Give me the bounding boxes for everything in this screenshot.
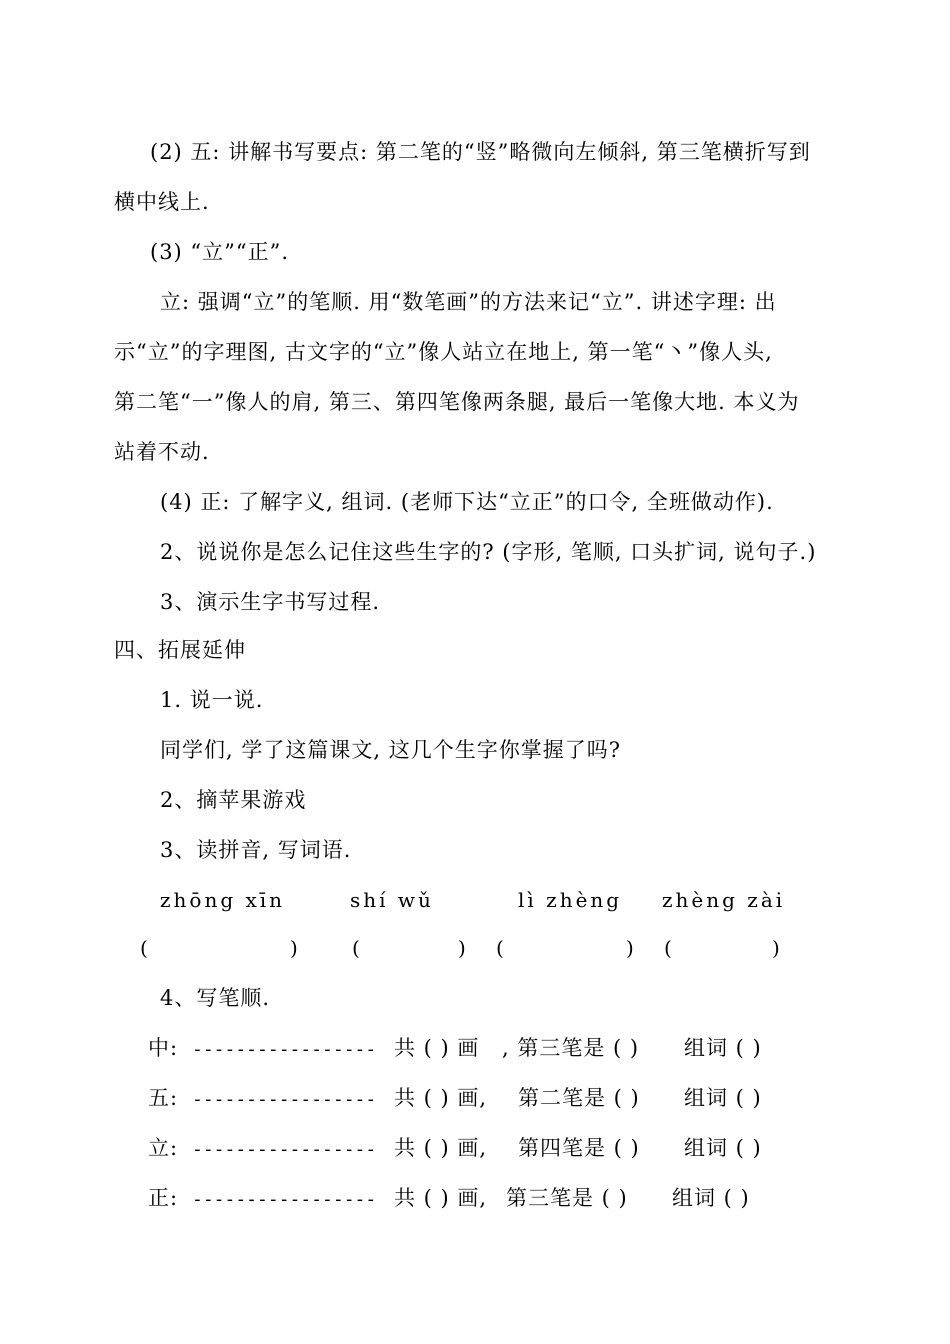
paragraph-read-pinyin: 3、读拼音, 写词语. (160, 838, 352, 862)
paren-open: ( (352, 936, 360, 960)
paragraph-zheng-explanation: (4) 正: 了解字义, 组词. (老师下达“立正”的口令, 全班做动作). (160, 490, 774, 514)
paren-close: ) (772, 936, 780, 960)
paragraph-wu-explanation-line2: 横中线上. (114, 190, 210, 214)
section-heading-extension: 四、拓展延伸 (114, 638, 246, 662)
paragraph-say-it: 1. 说一说. (160, 688, 264, 712)
paragraph-memory-question: 2、说说你是怎么记住这些生字的? (字形, 笔顺, 口头扩词, 说句子.) (160, 540, 817, 564)
stroke-row-char: 正: (148, 1186, 179, 1210)
paragraph-demo-writing: 3、演示生字书写过程. (160, 590, 381, 614)
paren-open: ( (496, 936, 504, 960)
stroke-row-dash-line[interactable]: ----------------- (192, 1139, 377, 1160)
paragraph-apple-game: 2、摘苹果游戏 (160, 788, 307, 812)
stroke-row-word: 组词 ( ) (684, 1136, 762, 1160)
stroke-row-dash-line[interactable]: ----------------- (192, 1189, 377, 1210)
stroke-row-word: 组词 ( ) (684, 1086, 762, 1110)
stroke-row-dash-line[interactable]: ----------------- (192, 1089, 377, 1110)
paragraph-li-explanation-line3: 第二笔“一”像人的肩, 第三、第四笔像两条腿, 最后一笔像大地. 本义为 (114, 390, 800, 414)
stroke-row-char: 立: (148, 1136, 179, 1160)
paragraph-write-stroke-order: 4、写笔顺. (160, 986, 271, 1010)
stroke-row-nth: 第三笔是 ( ) (506, 1186, 628, 1210)
paren-open: ( (140, 936, 148, 960)
paragraph-li-zheng-heading: (3) “立”“正”. (150, 240, 290, 264)
paren-close: ) (626, 936, 634, 960)
paragraph-wu-explanation-line1: (2) 五: 讲解书写要点: 第二笔的“竖”略微向左倾斜, 第三笔横折写到 (150, 140, 811, 164)
paragraph-mastery-question: 同学们, 学了这篇课文, 这几个生字你掌握了吗? (160, 738, 621, 762)
stroke-row-total: 共 ( ) 画, (394, 1186, 488, 1210)
stroke-row-nth: 第四笔是 ( ) (518, 1136, 640, 1160)
paragraph-li-explanation-line2: 示“立”的字理图, 古文字的“立”像人站立在地上, 第一笔“丶”像人头, (114, 340, 773, 364)
stroke-row-total: 共 ( ) 画 (394, 1036, 480, 1060)
paragraph-li-explanation-line4: 站着不动. (114, 440, 210, 464)
stroke-row-total: 共 ( ) 画, (394, 1086, 488, 1110)
paren-close: ) (458, 936, 466, 960)
paren-open: ( (664, 936, 672, 960)
pinyin-lizheng: lì zhèng (518, 888, 623, 912)
stroke-row-word: 组词 ( ) (672, 1186, 750, 1210)
stroke-row-nth: 第二笔是 ( ) (518, 1086, 640, 1110)
stroke-row-nth: , 第三笔是 ( ) (502, 1036, 640, 1060)
paragraph-li-explanation-line1: 立: 强调“立”的笔顺. 用“数笔画”的方法来记“立”. 讲述字理: 出 (160, 290, 777, 314)
pinyin-shiwu: shí wǔ (350, 888, 434, 912)
stroke-row-char: 五: (148, 1086, 179, 1110)
stroke-row-dash-line[interactable]: ----------------- (192, 1039, 377, 1060)
paren-close: ) (290, 936, 298, 960)
pinyin-zhongxin: zhōng xīn (160, 888, 286, 912)
pinyin-zhengzai: zhèng zài (662, 888, 786, 912)
stroke-row-total: 共 ( ) 画, (394, 1136, 488, 1160)
stroke-row-char: 中: (148, 1036, 179, 1060)
stroke-row-word: 组词 ( ) (684, 1036, 762, 1060)
